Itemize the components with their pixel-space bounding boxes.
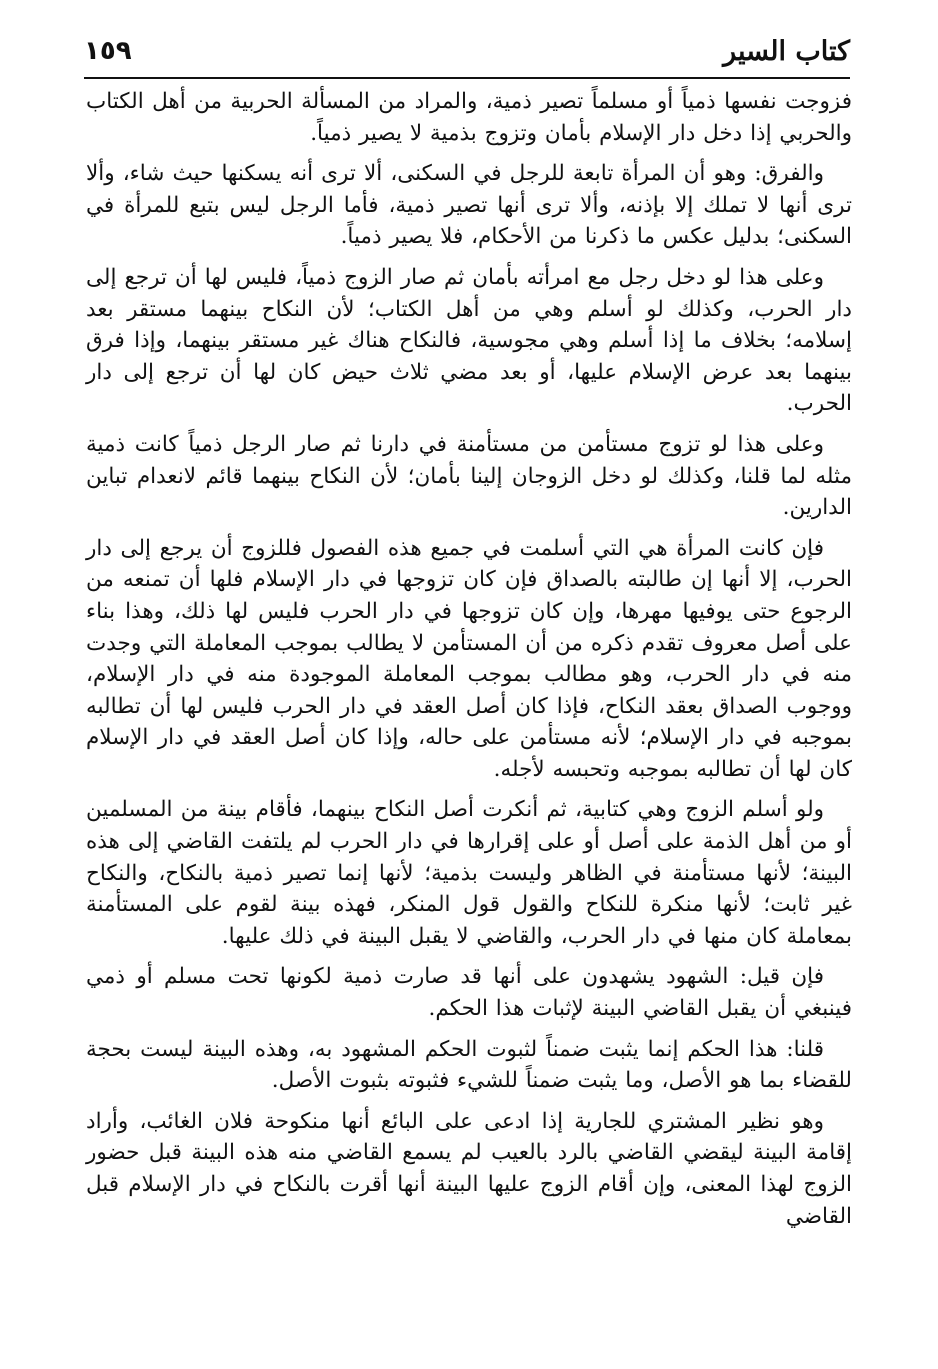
paragraph: قلنا: هذا الحكم إنما يثبت ضمناً لثبوت الحكم المشهود به، وهذه البينة ليست بحجة للقضاء بما هو الأصل، وما يثبت ضمناً للشيء فثبوته بثبوت الأصل.: [86, 1036, 852, 1094]
page-header: [84, 30, 850, 72]
running-title: كتاب السير: [723, 35, 850, 67]
paragraph: فإن كانت المرأة هي التي أسلمت في جميع هذه الفصول فللزوج أن يرجع إلى دار الحرب، إلا أنها إن طالبته بالصداق فإن كان تزوجها في دار الإسلام فلها أن تمنعه من الرجوع حتى يوفيها مهرها، وإن كان تزوجها في دار الحرب فليس لها ذلك، وهذا بناء على أصل معروف تقدم ذكره من أن المستأمن لا يطالب بموجب المعاملة التي وجدت منه في دار الحرب، وهو مطالب بموجب المعاملة الموجودة منه في دار الإسلام، ووجوب الصداق بعقد النكاح، فإذا كان أصل العقد في دار الحرب فليس لها أن تطالبه بموجبه في دار الإسلام؛ لأنه مستأمن على حاله، وإذا كان أصل العقد في دار الإسلام كان لها أن تطالبه بموجبه وتحبسه لأجله.: [86, 535, 852, 782]
paragraph: وعلى هذا لو تزوج مستأمن من مستأمنة في دارنا ثم صار الرجل ذمياً كانت ذمية مثله لما قلنا، وكذلك لو دخل الزوجان إلينا بأمان؛ لأن النكاح بينهما قائم لانعدام تباين الدارين.: [86, 431, 852, 521]
paragraph: وهو نظير المشتري للجارية إذا ادعى على البائع أنها منكوحة فلان الغائب، وأراد إقامة البينة ليقضي القاضي بالرد بالعيب لم يسمع القاضي منه هذه البينة قبل حضور الزوج لهذا المعنى، وإن أقام الزوج عليها البينة أنها أقرت بالنكاح في دار الإسلام قبل القاضي: [86, 1108, 852, 1229]
page-number: ١٥٩: [84, 36, 132, 66]
header-rule: [84, 77, 850, 79]
paragraph: والفرق: وهو أن المرأة تابعة للرجل في السكنى، ألا ترى أنه يسكنها حيث شاء، وألا ترى أنها لا تملك إلا بإذنه، وألا ترى أنها تصير ذمية، فأما الرجل ليس بتبع للمرأة في السكنى؛ بدليل عكس ما ذكرنا من الأحكام، فلا يصير ذمياً.: [86, 161, 852, 250]
paragraph: ولو أسلم الزوج وهي كتابية، ثم أنكرت أصل النكاح بينهما، فأقام بينة من المسلمين أو من أهل الذمة على أصل أو على إقرارها في دار الحرب لم يلتفت القاضي إلى هذه البينة؛ لأنها مستأمنة في الظاهر وليست بذمية؛ لأنها إنما تصير ذمية بالنكاح، والنكاح غير ثابت؛ لأنها منكرة للنكاح والقول قول المنكر، فهذه بينة لقوم على المستأمنة بمعاملة كان منها في دار الحرب، والقاضي لا يقبل البينة في ذلك عليها.: [86, 797, 852, 949]
paragraph: وعلى هذا لو دخل رجل مع امرأته بأمان ثم صار الزوج ذمياً، فليس لها أن ترجع إلى دار الحرب، وكذلك لو أسلم وهي من أهل الكتاب؛ لأن النكاح بينهما مستقر بعد إسلامه؛ بخلاف ما إذا أسلم وهي مجوسية، فالنكاح هناك غير مستقر بينهما، وإذا فرق بينهما بعد عرض الإسلام عليها، أو بعد مضي ثلاث حيض كان لها أن ترجع إلى دار الحرب.: [86, 264, 852, 417]
paragraph: فإن قيل: الشهود يشهدون على أنها قد صارت ذمية لكونها تحت مسلم أو ذمي فينبغي أن يقبل القاضي البينة لإثبات هذا الحكم.: [86, 964, 852, 1022]
body-text: [86, 86, 852, 1241]
paragraph: فزوجت نفسها ذمياً أو مسلماً تصير ذمية، والمراد من المسألة الحربية من أهل الكتاب والحربي إذا دخل دار الإسلام بأمان وتزوج بذمية لا يصير ذمياً.: [86, 89, 852, 146]
